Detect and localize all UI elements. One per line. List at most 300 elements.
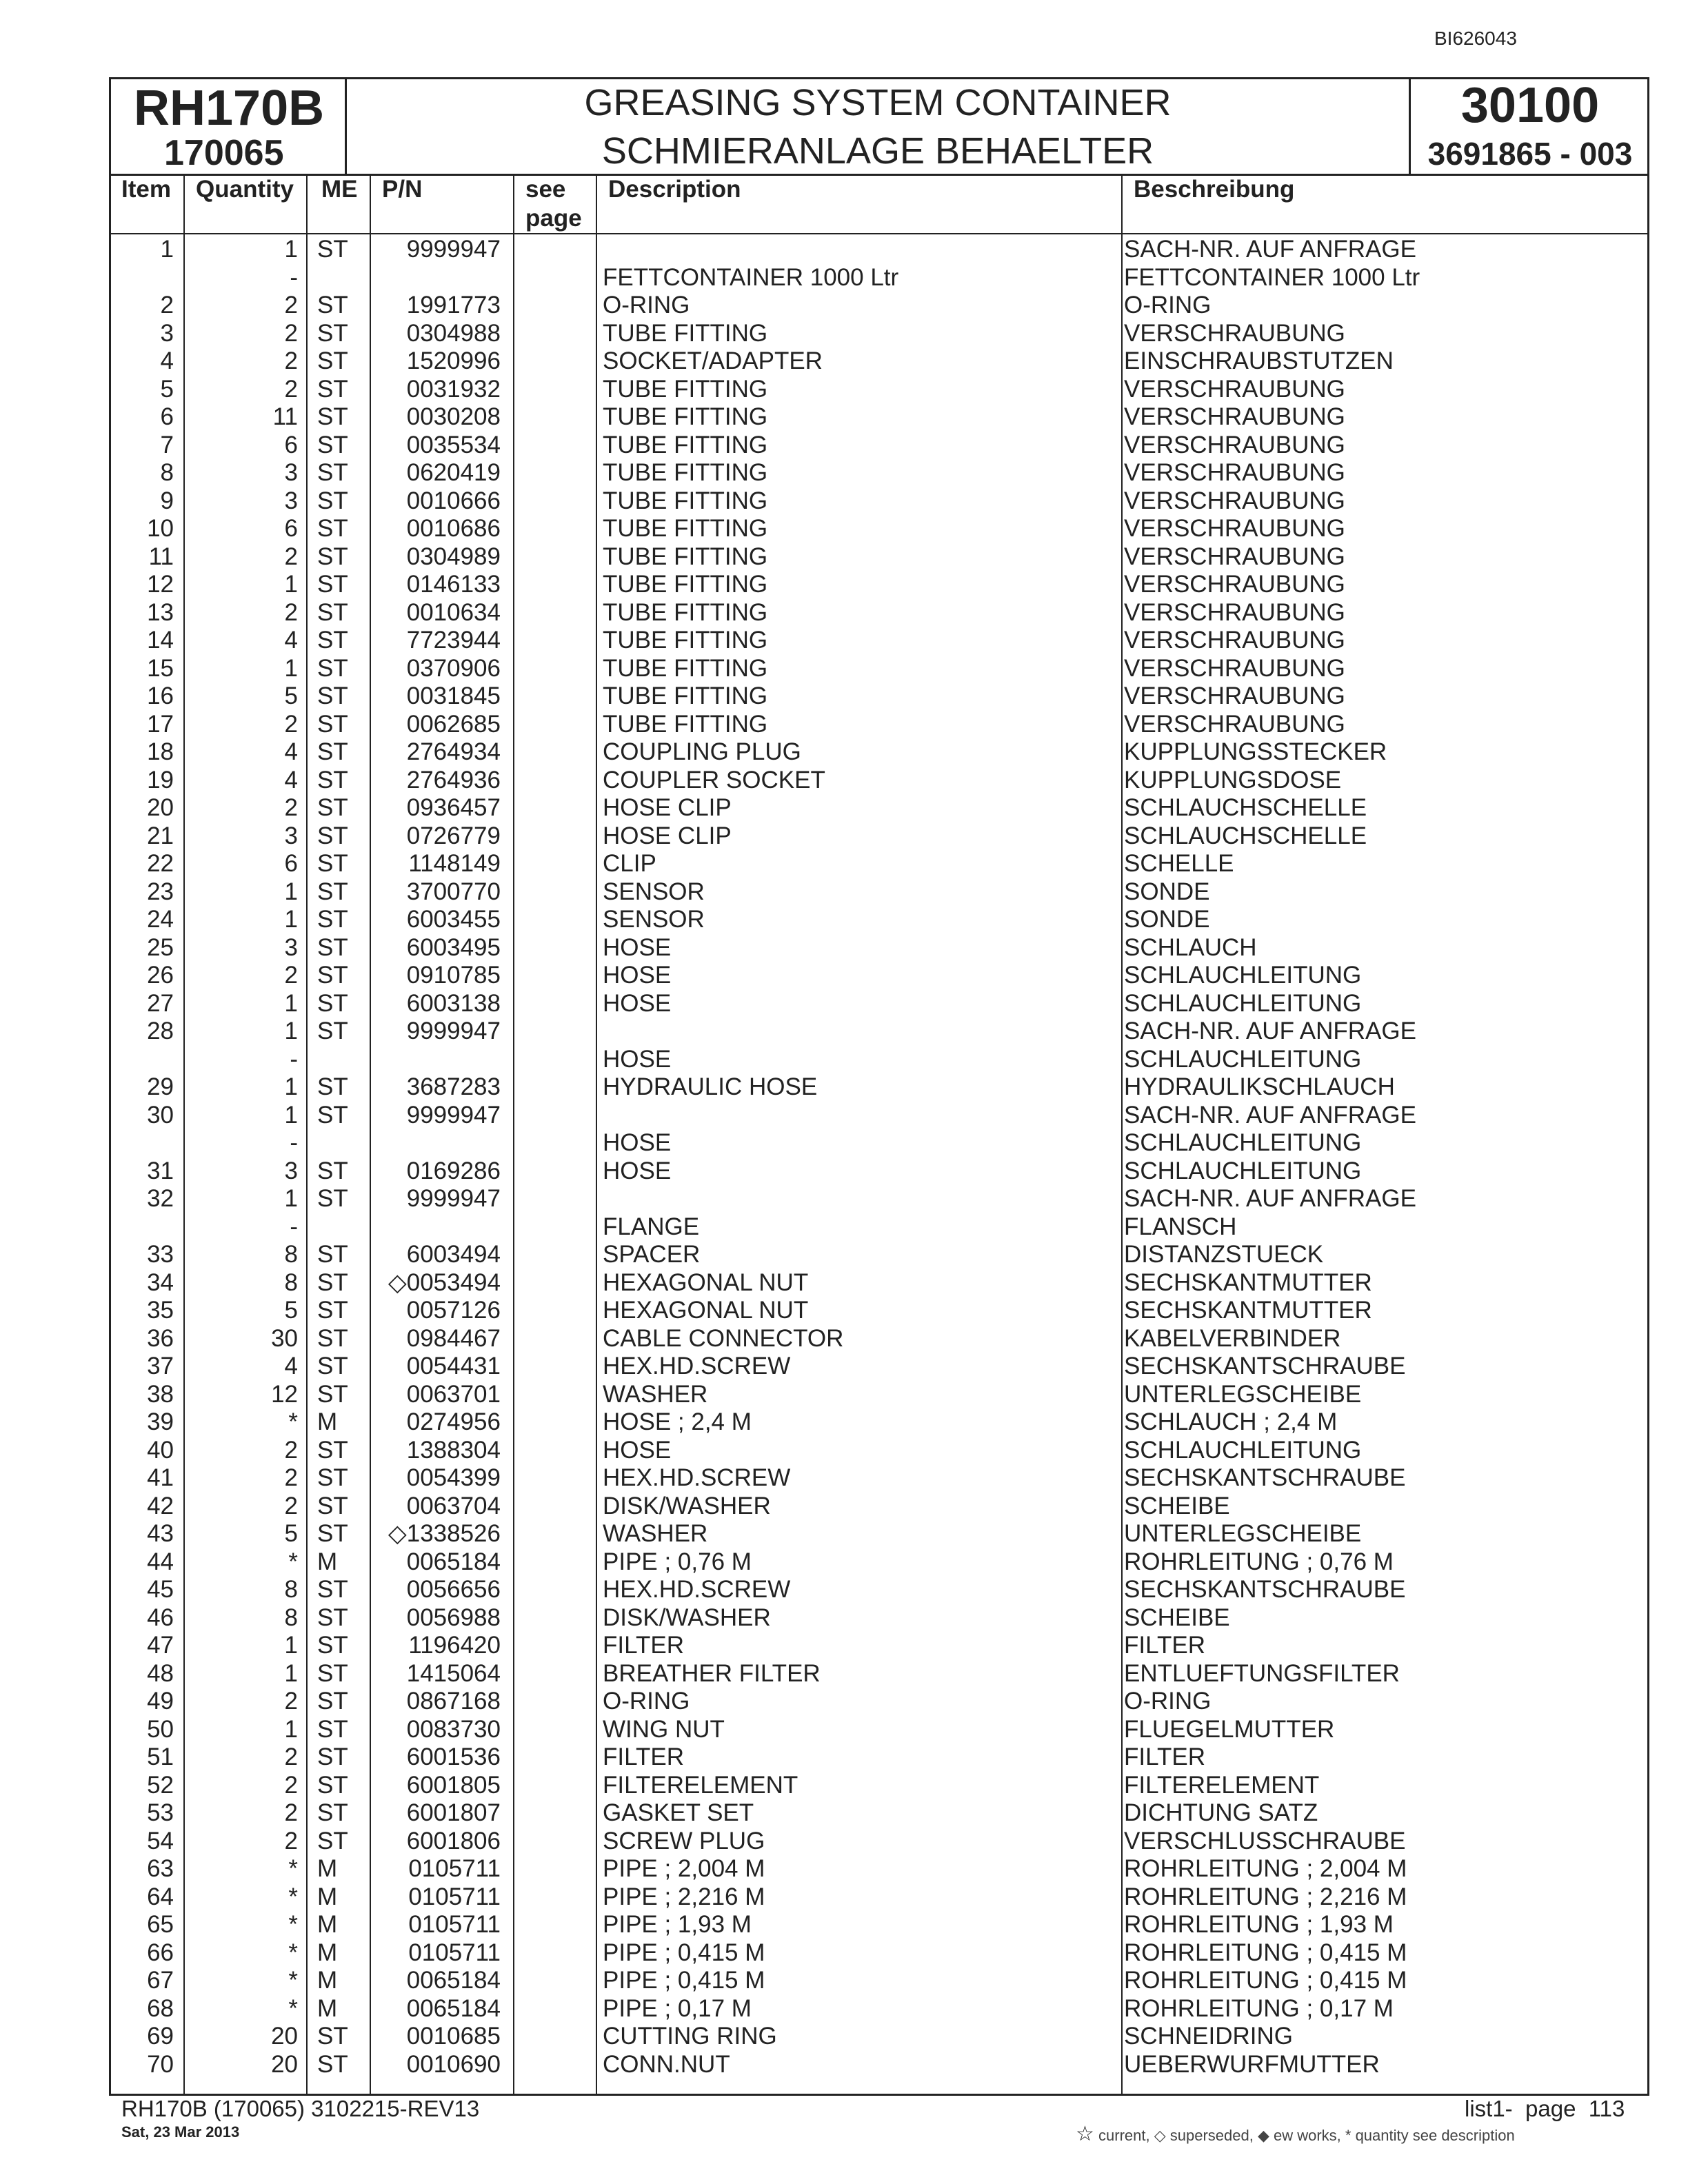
row-quantity: * xyxy=(288,1855,298,1882)
row-description: HOSE CLIP xyxy=(603,794,732,821)
table-row xyxy=(109,1799,1649,1828)
row-item-number: 30 xyxy=(147,1101,174,1129)
column-header-rule xyxy=(109,233,1649,234)
row-description: TUBE FITTING xyxy=(603,319,768,347)
column-header-pn: P/N xyxy=(382,176,423,203)
table-row xyxy=(109,1632,1649,1660)
table-row xyxy=(109,1381,1649,1409)
row-part-number: 0056988 xyxy=(406,1604,501,1631)
table-row xyxy=(109,627,1649,655)
row-quantity: 1 xyxy=(284,1101,298,1129)
row-item-number: 10 xyxy=(147,515,174,542)
row-item-number: 24 xyxy=(147,906,174,933)
row-part-number: 0105711 xyxy=(408,1911,501,1938)
row-description-german: VERSCHRAUBUNG xyxy=(1124,543,1345,570)
row-description: FETTCONTAINER 1000 Ltr xyxy=(603,263,899,291)
row-description-german: SCHEIBE xyxy=(1124,1492,1230,1519)
row-part-number: 0169286 xyxy=(406,1157,501,1184)
row-part-number: 0105711 xyxy=(408,1939,501,1966)
row-quantity: 2 xyxy=(284,794,298,821)
group-reference: 3691865 - 003 xyxy=(1427,136,1633,172)
row-part-number: 0146133 xyxy=(406,571,501,598)
row-quantity: 3 xyxy=(284,933,298,961)
row-part-number: 0984467 xyxy=(406,1324,501,1352)
row-part-number: 6001805 xyxy=(406,1771,501,1799)
row-item-number: 9 xyxy=(160,487,174,514)
row-unit: ST xyxy=(317,738,348,765)
table-row xyxy=(109,1297,1649,1325)
row-item-number: 16 xyxy=(147,682,174,709)
row-item-number: 28 xyxy=(147,1018,174,1044)
table-row xyxy=(109,487,1649,516)
row-unit: ST xyxy=(317,850,348,877)
row-unit: ST xyxy=(317,906,348,933)
row-unit: ST xyxy=(317,571,348,598)
row-quantity: 5 xyxy=(284,1297,298,1324)
row-description-german: VERSCHLUSSCHRAUBE xyxy=(1124,1827,1406,1854)
row-item-number: 65 xyxy=(147,1911,174,1938)
row-unit: ST xyxy=(317,319,348,347)
row-quantity: 1 xyxy=(284,1632,298,1659)
column-header-see: see xyxy=(525,176,566,203)
row-quantity: 8 xyxy=(284,1241,298,1268)
table-row xyxy=(109,2051,1649,2079)
row-description: TUBE FITTING xyxy=(603,710,768,738)
table-row xyxy=(109,1855,1649,1883)
row-part-number: 1196420 xyxy=(408,1632,501,1659)
footer-legend xyxy=(1076,2122,1515,2146)
row-unit: ST xyxy=(317,878,348,905)
row-item-number: 67 xyxy=(147,1967,174,1994)
row-description: HEXAGONAL NUT xyxy=(603,1268,809,1296)
row-part-number: 1388304 xyxy=(406,1436,501,1464)
row-part-number: 0063701 xyxy=(406,1380,501,1408)
row-unit: ST xyxy=(317,1268,348,1296)
row-description-german: ROHRLEITUNG ; 2,216 M xyxy=(1124,1883,1407,1910)
row-unit: ST xyxy=(317,1018,348,1044)
row-item-number: 25 xyxy=(147,933,174,961)
row-item-number: 5 xyxy=(160,375,174,403)
table-row xyxy=(109,1269,1649,1297)
table-row xyxy=(109,1660,1649,1688)
row-item-number: 22 xyxy=(147,850,174,877)
row-item-number: 11 xyxy=(148,543,174,570)
row-description-german: VERSCHRAUBUNG xyxy=(1124,515,1345,542)
table-row xyxy=(109,1604,1649,1632)
row-unit: ST xyxy=(317,1297,348,1324)
row-item-number: 20 xyxy=(147,794,174,821)
row-description: TUBE FITTING xyxy=(603,431,768,458)
row-description-german: KUPPLUNGSSTECKER xyxy=(1124,738,1387,765)
table-row xyxy=(109,655,1649,683)
table-row xyxy=(109,543,1649,572)
model-name: RH170B xyxy=(134,81,325,136)
table-row xyxy=(109,403,1649,432)
row-description: HEX.HD.SCREW xyxy=(603,1464,791,1491)
row-quantity: * xyxy=(288,1994,298,2022)
row-description-german: ROHRLEITUNG ; 0,17 M xyxy=(1124,1994,1394,2022)
row-part-number: 0936457 xyxy=(406,794,501,821)
row-description-german: SCHLAUCH xyxy=(1124,933,1257,961)
row-part-number: 9999947 xyxy=(406,1018,501,1044)
row-description: FILTER xyxy=(603,1632,684,1659)
row-item-number: 34 xyxy=(147,1268,174,1296)
row-part-number: 0304989 xyxy=(406,543,501,570)
row-part-number: ◇1338526 xyxy=(388,1520,501,1547)
row-part-number: 1415064 xyxy=(406,1659,501,1687)
row-quantity: * xyxy=(288,1883,298,1910)
row-quantity: 4 xyxy=(284,1353,298,1379)
table-row xyxy=(109,599,1649,627)
row-part-number: 2764934 xyxy=(406,738,501,765)
row-description-german: DICHTUNG SATZ xyxy=(1124,1799,1318,1826)
table-row xyxy=(109,850,1649,878)
table-row xyxy=(109,822,1649,851)
row-description-german: SACH-NR. AUF ANFRAGE xyxy=(1124,236,1416,263)
row-description: HOSE ; 2,4 M xyxy=(603,1408,752,1435)
table-row xyxy=(109,1772,1649,1800)
row-part-number: 0065184 xyxy=(406,1548,501,1575)
row-quantity: * xyxy=(288,1967,298,1994)
row-quantity: 6 xyxy=(284,515,298,542)
row-unit: ST xyxy=(317,598,348,626)
row-quantity: - xyxy=(290,263,298,291)
row-part-number: 2764936 xyxy=(406,766,501,793)
table-row xyxy=(109,1743,1649,1772)
row-unit: ST xyxy=(317,1632,348,1659)
column-header-item: Item xyxy=(121,176,171,203)
row-quantity: 2 xyxy=(284,292,298,318)
row-description-german: VERSCHRAUBUNG xyxy=(1124,459,1345,486)
column-header-see-page xyxy=(525,175,582,233)
row-description: HYDRAULIC HOSE xyxy=(603,1073,818,1100)
row-item-number: 50 xyxy=(147,1715,174,1743)
table-row xyxy=(109,292,1649,320)
row-unit: ST xyxy=(317,1101,348,1129)
row-quantity: - xyxy=(290,1129,298,1156)
row-item-number: 68 xyxy=(147,1994,174,2022)
row-description-german: SCHLAUCH ; 2,4 M xyxy=(1124,1408,1338,1435)
row-description: FILTER xyxy=(603,1743,684,1770)
row-part-number: 6001806 xyxy=(406,1827,501,1854)
row-item-number: 37 xyxy=(147,1353,174,1379)
column-header-description: Description xyxy=(608,176,741,203)
row-item-number: 49 xyxy=(147,1688,174,1715)
group-number: 30100 xyxy=(1460,78,1600,133)
row-item-number: 38 xyxy=(147,1380,174,1408)
row-unit: ST xyxy=(317,403,348,430)
row-description-german: VERSCHRAUBUNG xyxy=(1124,710,1345,738)
row-part-number: 1991773 xyxy=(406,292,501,318)
row-part-number: 6003138 xyxy=(406,989,501,1017)
row-description-german: SACH-NR. AUF ANFRAGE xyxy=(1124,1101,1416,1129)
row-item-number: 40 xyxy=(147,1436,174,1464)
row-description-german: SCHLAUCHLEITUNG xyxy=(1124,1157,1362,1184)
row-description-german: HYDRAULIKSCHLAUCH xyxy=(1124,1073,1395,1100)
table-row xyxy=(109,1967,1649,1995)
row-quantity: 1 xyxy=(284,1073,298,1100)
table-row xyxy=(109,1939,1649,1968)
table-row xyxy=(109,1548,1649,1577)
row-part-number: 6003455 xyxy=(406,906,501,933)
row-item-number: 2 xyxy=(160,292,174,318)
row-description: WASHER xyxy=(603,1380,708,1408)
row-description: PIPE ; 1,93 M xyxy=(603,1911,752,1938)
row-description: HEXAGONAL NUT xyxy=(603,1297,809,1324)
row-item-number: 46 xyxy=(147,1604,174,1631)
row-quantity: - xyxy=(290,1213,298,1240)
row-description-german: FLANSCH xyxy=(1124,1213,1237,1240)
row-quantity: 8 xyxy=(284,1604,298,1631)
row-description: WING NUT xyxy=(603,1715,725,1743)
row-description-german: SCHLAUCHSCHELLE xyxy=(1124,794,1367,821)
row-description-german: SCHEIBE xyxy=(1124,1604,1230,1631)
row-description: COUPLER SOCKET xyxy=(603,766,825,793)
row-item-number: 27 xyxy=(147,989,174,1017)
title-german: SCHMIERANLAGE BEHAELTER xyxy=(601,130,1154,172)
document-id: BI626043 xyxy=(1434,28,1517,49)
row-item-number: 48 xyxy=(147,1659,174,1687)
table-row xyxy=(109,767,1649,795)
row-item-number: 3 xyxy=(160,319,174,347)
row-description: TUBE FITTING xyxy=(603,403,768,430)
row-item-number: 66 xyxy=(147,1939,174,1966)
row-description: SPACER xyxy=(603,1241,701,1268)
row-description-german: KABELVERBINDER xyxy=(1124,1324,1341,1352)
row-description-german: VERSCHRAUBUNG xyxy=(1124,319,1345,347)
row-part-number: 0105711 xyxy=(408,1883,501,1910)
row-unit: ST xyxy=(317,2023,348,2050)
row-item-number: 36 xyxy=(147,1324,174,1352)
row-quantity: 1 xyxy=(284,571,298,598)
row-unit: ST xyxy=(317,1520,348,1547)
column-header-page: page xyxy=(525,205,582,232)
row-part-number: 0057126 xyxy=(406,1297,501,1324)
row-part-number: 9999947 xyxy=(406,1185,501,1212)
row-description: TUBE FITTING xyxy=(603,682,768,709)
table-row xyxy=(109,1828,1649,1856)
row-quantity: 1 xyxy=(284,1018,298,1044)
row-quantity: 4 xyxy=(284,627,298,654)
row-quantity: 1 xyxy=(284,1715,298,1743)
row-description-german: VERSCHRAUBUNG xyxy=(1124,375,1345,403)
row-description: HOSE xyxy=(603,1436,672,1464)
row-unit: ST xyxy=(317,682,348,709)
row-quantity: 2 xyxy=(284,543,298,570)
row-description-german: SCHLAUCHLEITUNG xyxy=(1124,1129,1362,1156)
row-unit: ST xyxy=(317,933,348,961)
row-item-number: 70 xyxy=(147,2050,174,2078)
row-item-number: 42 xyxy=(147,1492,174,1519)
row-quantity: 2 xyxy=(284,1688,298,1715)
table-row xyxy=(109,906,1649,934)
row-description-german: ROHRLEITUNG ; 2,004 M xyxy=(1124,1855,1407,1882)
row-description: TUBE FITTING xyxy=(603,543,768,570)
row-part-number: 0726779 xyxy=(406,822,501,849)
table-row xyxy=(109,432,1649,460)
row-part-number: 0083730 xyxy=(406,1715,501,1743)
row-description-german: UNTERLEGSCHEIBE xyxy=(1124,1380,1362,1408)
row-item-number: 33 xyxy=(147,1241,174,1268)
row-part-number: 7723944 xyxy=(406,627,501,654)
row-quantity: - xyxy=(290,1045,298,1073)
table-row xyxy=(109,1353,1649,1381)
row-description: TUBE FITTING xyxy=(603,459,768,486)
row-description: FILTERELEMENT xyxy=(603,1771,798,1799)
row-item-number: 63 xyxy=(147,1855,174,1882)
row-description-german: VERSCHRAUBUNG xyxy=(1124,627,1345,654)
row-unit: ST xyxy=(317,1492,348,1519)
table-row xyxy=(109,1911,1649,1939)
row-description: WASHER xyxy=(603,1520,708,1547)
row-quantity: 12 xyxy=(271,1380,298,1408)
table-row xyxy=(109,990,1649,1018)
footer-page-number: list1- page 113 xyxy=(1465,2096,1625,2121)
row-unit: ST xyxy=(317,962,348,989)
row-item-number: 12 xyxy=(147,571,174,598)
row-quantity: 2 xyxy=(284,1492,298,1519)
row-description-german: EINSCHRAUBSTUTZEN xyxy=(1124,347,1394,374)
row-description: HOSE xyxy=(603,1129,672,1156)
row-item-number: 14 xyxy=(147,627,174,654)
row-item-number: 64 xyxy=(147,1883,174,1910)
row-description: BREATHER FILTER xyxy=(603,1659,821,1687)
row-part-number: 0274956 xyxy=(406,1408,501,1435)
row-item-number: 23 xyxy=(147,878,174,905)
row-item-number: 19 xyxy=(147,766,174,793)
row-unit: M xyxy=(317,1994,338,2022)
table-row xyxy=(109,459,1649,487)
row-unit: ST xyxy=(317,236,348,263)
column-header-beschreibung: Beschreibung xyxy=(1134,176,1295,203)
row-description: PIPE ; 0,76 M xyxy=(603,1548,752,1575)
row-description-german: VERSCHRAUBUNG xyxy=(1124,654,1345,682)
row-part-number: 3700770 xyxy=(406,878,501,905)
row-quantity: 2 xyxy=(284,375,298,403)
row-quantity: 1 xyxy=(284,906,298,933)
row-unit: ST xyxy=(317,989,348,1017)
row-unit: ST xyxy=(317,1604,348,1631)
row-unit: ST xyxy=(317,347,348,374)
title-english: GREASING SYSTEM CONTAINER xyxy=(584,82,1172,123)
row-part-number: ◇0053494 xyxy=(388,1268,501,1296)
table-row xyxy=(109,1185,1649,1213)
row-part-number: 9999947 xyxy=(406,236,501,263)
row-description-german: SACH-NR. AUF ANFRAGE xyxy=(1124,1018,1416,1044)
table-row xyxy=(109,1018,1649,1046)
row-quantity: 1 xyxy=(284,1185,298,1212)
row-unit: ST xyxy=(317,1241,348,1268)
row-part-number: 0010690 xyxy=(406,2050,501,2078)
row-unit: ST xyxy=(317,431,348,458)
row-description-german: SECHSKANTMUTTER xyxy=(1124,1297,1372,1324)
row-item-number: 45 xyxy=(147,1576,174,1603)
table-row xyxy=(109,1995,1649,2023)
row-description-german: SECHSKANTSCHRAUBE xyxy=(1124,1464,1406,1491)
row-description: CABLE CONNECTOR xyxy=(603,1324,844,1352)
row-quantity: 1 xyxy=(284,989,298,1017)
row-quantity: 2 xyxy=(284,1464,298,1491)
row-part-number: 0065184 xyxy=(406,1994,501,2022)
row-description: GASKET SET xyxy=(603,1799,754,1826)
row-quantity: 2 xyxy=(284,598,298,626)
row-description-german: ROHRLEITUNG ; 0,415 M xyxy=(1124,1967,1407,1994)
row-description: PIPE ; 0,17 M xyxy=(603,1994,752,2022)
star-icon: ☆ xyxy=(1076,2123,1094,2145)
table-row xyxy=(109,1408,1649,1437)
row-quantity: 3 xyxy=(284,459,298,486)
row-quantity: * xyxy=(288,1408,298,1435)
row-item-number: 13 xyxy=(147,598,174,626)
row-unit: ST xyxy=(317,543,348,570)
row-quantity: 11 xyxy=(272,403,298,430)
row-part-number: 3687283 xyxy=(406,1073,501,1100)
row-description: PIPE ; 0,415 M xyxy=(603,1967,765,1994)
row-item-number: 26 xyxy=(147,962,174,989)
row-item-number: 39 xyxy=(147,1408,174,1435)
row-part-number: 0031845 xyxy=(406,682,501,709)
row-unit: M xyxy=(317,1548,338,1575)
row-part-number: 0062685 xyxy=(406,710,501,738)
row-description: TUBE FITTING xyxy=(603,654,768,682)
row-unit: ST xyxy=(317,1185,348,1212)
table-row xyxy=(109,1213,1649,1242)
row-description-german: SECHSKANTSCHRAUBE xyxy=(1124,1576,1406,1603)
row-quantity: 2 xyxy=(284,1827,298,1854)
row-description-german: SONDE xyxy=(1124,906,1210,933)
row-part-number: 6003495 xyxy=(406,933,501,961)
row-quantity: 3 xyxy=(284,487,298,514)
row-item-number: 8 xyxy=(160,459,174,486)
table-row xyxy=(109,1437,1649,1465)
serial-number: 170065 xyxy=(164,133,284,173)
row-unit: ST xyxy=(317,1324,348,1352)
row-part-number: 0054431 xyxy=(406,1353,501,1379)
table-row xyxy=(109,1464,1649,1493)
row-item-number: 18 xyxy=(147,738,174,765)
row-description-german: VERSCHRAUBUNG xyxy=(1124,598,1345,626)
row-description-german: SCHELLE xyxy=(1124,850,1234,877)
table-row xyxy=(109,376,1649,404)
row-quantity: 20 xyxy=(271,2023,298,2050)
row-description-german: SONDE xyxy=(1124,878,1210,905)
row-description-german: VERSCHRAUBUNG xyxy=(1124,571,1345,598)
row-item-number: 35 xyxy=(147,1297,174,1324)
row-unit: ST xyxy=(317,292,348,318)
row-part-number: 0910785 xyxy=(406,962,501,989)
row-item-number: 51 xyxy=(147,1743,174,1770)
row-part-number: 0031932 xyxy=(406,375,501,403)
table-row xyxy=(109,1129,1649,1157)
row-quantity: * xyxy=(288,1911,298,1938)
row-description: HOSE xyxy=(603,1045,672,1073)
row-part-number: 1148149 xyxy=(408,850,501,877)
row-description-german: FILTERELEMENT xyxy=(1124,1771,1320,1799)
row-description: TUBE FITTING xyxy=(603,375,768,403)
row-item-number: 29 xyxy=(147,1073,174,1100)
table-row xyxy=(109,1576,1649,1604)
row-description: TUBE FITTING xyxy=(603,627,768,654)
row-quantity: 2 xyxy=(284,962,298,989)
row-description: DISK/WASHER xyxy=(603,1604,771,1631)
row-item-number: 32 xyxy=(147,1185,174,1212)
row-item-number: 4 xyxy=(160,347,174,374)
row-quantity: 8 xyxy=(284,1268,298,1296)
table-row xyxy=(109,1241,1649,1269)
row-unit: ST xyxy=(317,1464,348,1491)
row-item-number: 54 xyxy=(147,1827,174,1854)
row-description: TUBE FITTING xyxy=(603,487,768,514)
